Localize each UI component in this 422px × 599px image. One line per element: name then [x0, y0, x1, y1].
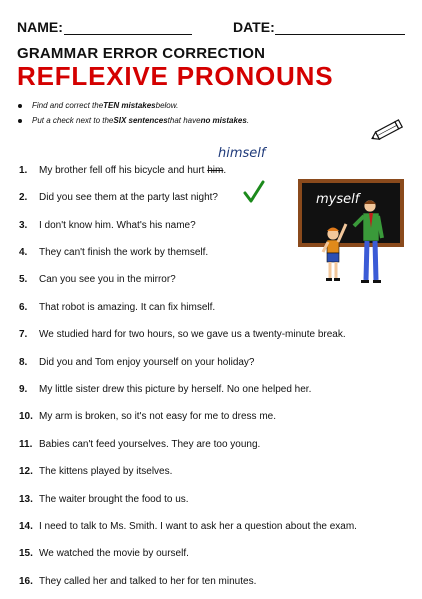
name-label: NAME: [17, 19, 63, 35]
question-5: 5. Can you see you in the mirror? [19, 274, 176, 285]
name-field-line[interactable] [64, 34, 192, 35]
question-2: 2. Did you see them at the party last night? [19, 192, 218, 203]
instruction-2: Put a check next to the SIX sentences that have no mistakes . [18, 116, 249, 125]
example-correction: himself [218, 146, 266, 161]
question-13: 13. The waiter brought the food to us. [19, 494, 189, 505]
date-field-line[interactable] [275, 34, 405, 35]
question-8: 8. Did you and Tom enjoy yourself on your holiday? [19, 357, 255, 368]
chalkboard-word: myself [316, 192, 360, 207]
teacher-student-illustration [318, 198, 410, 290]
instruction-1: Find and correct the TEN mistakes below. [18, 101, 178, 110]
question-6: 6. That robot is amazing. It can fix himself. [19, 302, 216, 313]
pencil-icon [370, 118, 406, 142]
question-7: 7. We studied hard for two hours, so we gave us a twenty-minute break. [19, 329, 346, 340]
question-16: 16. They called her and talked to her for ten minutes. [19, 576, 257, 587]
date-label: DATE: [233, 19, 275, 35]
question-9: 9. My little sister drew this picture by herself. No one helped her. [19, 384, 312, 395]
question-3: 3. I don't know him. What's his name? [19, 220, 196, 231]
bullet-icon [18, 119, 22, 123]
question-4: 4. They can't finish the work by themself. [19, 247, 209, 258]
question-10: 10. My arm is broken, so it's not easy for me to dress me. [19, 411, 276, 422]
question-14: 14. I need to talk to Ms. Smith. I want to ask her a question about the exam. [19, 521, 357, 532]
worksheet-subtitle: GRAMMAR ERROR CORRECTION [17, 45, 266, 62]
checkmark-icon [243, 180, 265, 204]
question-11: 11. Babies can't feed yourselves. They are too young. [19, 439, 261, 450]
question-15: 15. We watched the movie by ourself. [19, 548, 189, 559]
bullet-icon [18, 104, 22, 108]
question-1: 1. My brother fell off his bicycle and hurt him. [19, 165, 227, 176]
question-12: 12. The kittens played by itselves. [19, 466, 173, 477]
struck-word: him [207, 165, 224, 176]
worksheet-title: REFLEXIVE PRONOUNS [17, 61, 334, 91]
